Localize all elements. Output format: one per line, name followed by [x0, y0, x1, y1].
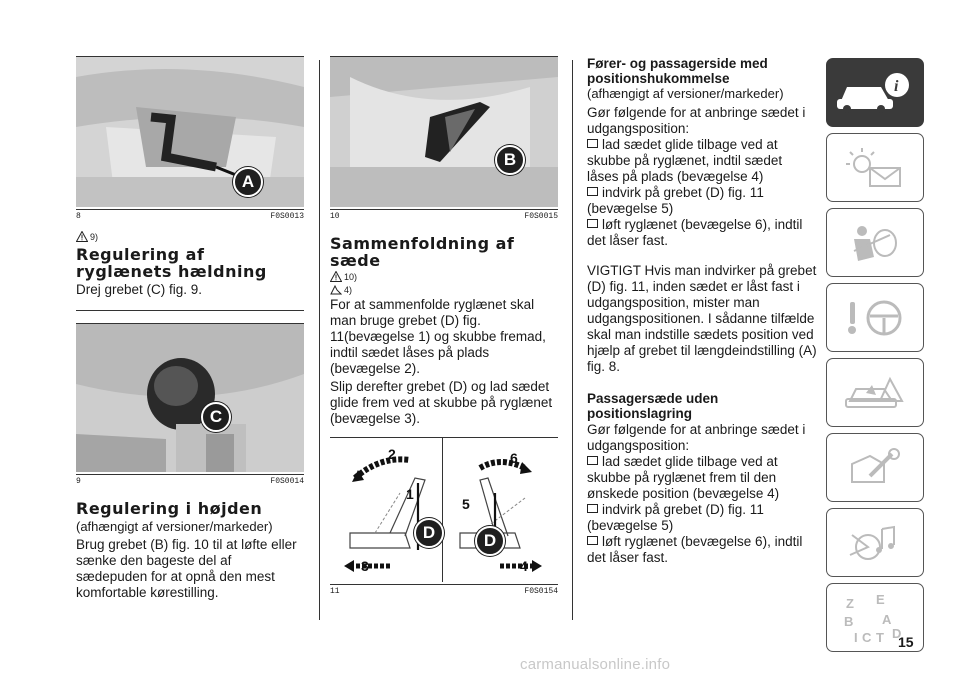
- list-item: indvirk på grebet (D) fig. 11 (bevægelse 5): [587, 502, 764, 533]
- paragraph: Gør følgende for at anbringe sædet i udgangsposition:: [587, 105, 806, 136]
- heading-memory-seat: Fører- og passagerside med positionshukommelse: [587, 56, 768, 86]
- tab-car-info[interactable]: [826, 58, 924, 127]
- column-3: [587, 56, 817, 566]
- warning-ref-number: 10): [344, 272, 358, 282]
- movement-label: 2: [388, 446, 396, 462]
- airbag-safety-icon: [840, 221, 910, 265]
- heading-seat-fold: Sammenfoldning af sæde: [330, 234, 515, 270]
- svg-text:i: i: [894, 77, 899, 95]
- heading-passenger-seat: Passagersæde uden positionslagring: [587, 391, 719, 421]
- page-number: 15: [898, 634, 914, 650]
- column-2: [330, 56, 558, 596]
- maintenance-icon: [840, 446, 910, 490]
- paragraph: Drej grebet (C) fig. 9.: [76, 282, 203, 297]
- bullet-box-icon: [587, 536, 598, 545]
- tab-safety[interactable]: [826, 208, 924, 277]
- figure-9-image: [76, 323, 304, 472]
- warning-ref: [330, 271, 558, 282]
- tab-multimedia[interactable]: [826, 508, 924, 577]
- subtitle: (afhængigt af versioner/markeder): [76, 519, 273, 534]
- figure-8-image: [76, 56, 304, 207]
- list-item: løft ryglænet (bevægelse 6), indtil det låser fast.: [587, 534, 803, 565]
- car-info-icon: [835, 71, 915, 115]
- figure-caption: [76, 209, 304, 221]
- paragraph: Brug grebet (B) fig. 10 til at løfte eller sænke den bageste del af sædepuden for at opnå den mest komfortable kørestilling.: [76, 537, 297, 600]
- figure-caption: [330, 209, 558, 221]
- movement-label: 5: [462, 496, 470, 512]
- bullet-box-icon: [587, 139, 598, 148]
- bullet-box-icon: [587, 456, 598, 465]
- figure-number: 8: [76, 212, 81, 221]
- svg-text:C: C: [862, 629, 872, 645]
- svg-text:D: D: [892, 625, 902, 641]
- bullet-box-icon: [587, 219, 598, 228]
- multimedia-icon: [840, 521, 910, 565]
- watermark: carmanualsonline.info: [520, 656, 671, 673]
- movement-label: 1: [406, 486, 414, 502]
- caution-ref: [330, 284, 558, 295]
- figure-10-image: [330, 56, 558, 207]
- caution-icon: [330, 284, 342, 295]
- callout-d: D: [475, 526, 505, 556]
- svg-text:A: A: [882, 611, 892, 627]
- paragraph: For at sammenfolde ryglænet skal man bruge grebet (D) fig. 11(bevægelse 1) og skubbe fremad, indtil sædet låses på plads (bevægelse 2).: [330, 297, 546, 376]
- bullet-box-icon: [587, 504, 598, 513]
- callout-d: D: [414, 518, 444, 548]
- warning-ref: [76, 231, 304, 242]
- tab-emergency[interactable]: [826, 358, 924, 427]
- warning-triangle-icon: [76, 231, 88, 242]
- chapter-sidebar: [826, 58, 926, 658]
- svg-text:B: B: [844, 613, 854, 629]
- column-divider: [319, 60, 320, 620]
- warning-triangle-icon: [330, 271, 342, 282]
- figure-caption: [76, 474, 304, 486]
- svg-text:Z: Z: [846, 595, 854, 611]
- svg-text:E: E: [876, 591, 885, 607]
- figure-11-diagram: [330, 437, 558, 582]
- paragraph: Gør følgende for at anbringe sædet i udgangsposition:: [587, 422, 806, 453]
- warning-ref-number: 9): [90, 232, 99, 242]
- callout-a: A: [233, 167, 263, 197]
- tab-starting-driving[interactable]: [826, 283, 924, 352]
- figure-number: 9: [76, 477, 81, 486]
- list-item: lad sædet glide tilbage ved at skubbe på ryglænet, indtil sædet låses på plads (bevægelse 4): [587, 137, 783, 184]
- figure-code: F0S0014: [270, 477, 304, 486]
- caution-ref-number: 4): [344, 285, 353, 295]
- bullet-box-icon: [587, 187, 598, 196]
- callout-c: C: [201, 402, 231, 432]
- figure-code: F0S0015: [524, 212, 558, 221]
- heading-height-adjust: Regulering i højden: [76, 499, 263, 518]
- steering-wheel-icon: [840, 296, 910, 340]
- subtitle: (afhængigt af versioner/markeder): [587, 86, 784, 101]
- warning-lights-icon: [840, 146, 910, 190]
- list-item: indvirk på grebet (D) fig. 11 (bevægelse 5): [587, 185, 764, 216]
- figure-number: 10: [330, 212, 340, 221]
- heading-backrest-tilt: Regulering af ryglænets hældning: [76, 245, 267, 281]
- figure-code: F0S0154: [524, 587, 558, 596]
- movement-label: 4: [520, 558, 528, 574]
- important-note: VIGTIGT Hvis man indvirker på grebet (D) fig. 11, inden sædet er låst fast i udgangsposition, mister man udgangspositionen. I sådanne tilfælde skal man indstille sædets position ved hjælp af grebet til længdeindstilling (A) fig. 8.: [587, 263, 817, 374]
- list-item: løft ryglænet (bevægelse 6), indtil det låser fast.: [587, 217, 803, 248]
- callout-b: B: [495, 145, 525, 175]
- divider: [76, 310, 304, 311]
- emergency-icon: [840, 371, 910, 415]
- movement-label: 6: [510, 450, 518, 466]
- tab-maintenance[interactable]: [826, 433, 924, 502]
- figure-number: 11: [330, 587, 340, 596]
- figure-caption: [330, 584, 558, 596]
- column-divider: [572, 60, 573, 620]
- figure-code: F0S0013: [270, 212, 304, 221]
- list-item: lad sædet glide tilbage ved at skubbe på ryglænet frem til den ønskede position (bevægelse 4): [587, 454, 780, 501]
- tab-warning-lights[interactable]: [826, 133, 924, 202]
- movement-label: 3: [361, 558, 369, 574]
- paragraph: Slip derefter grebet (D) og lad sædet glide frem ved at skubbe på ryglænet (bevægelse 3).: [330, 379, 553, 426]
- column-1: [76, 56, 304, 601]
- svg-text:I: I: [854, 629, 858, 645]
- svg-text:T: T: [876, 629, 884, 645]
